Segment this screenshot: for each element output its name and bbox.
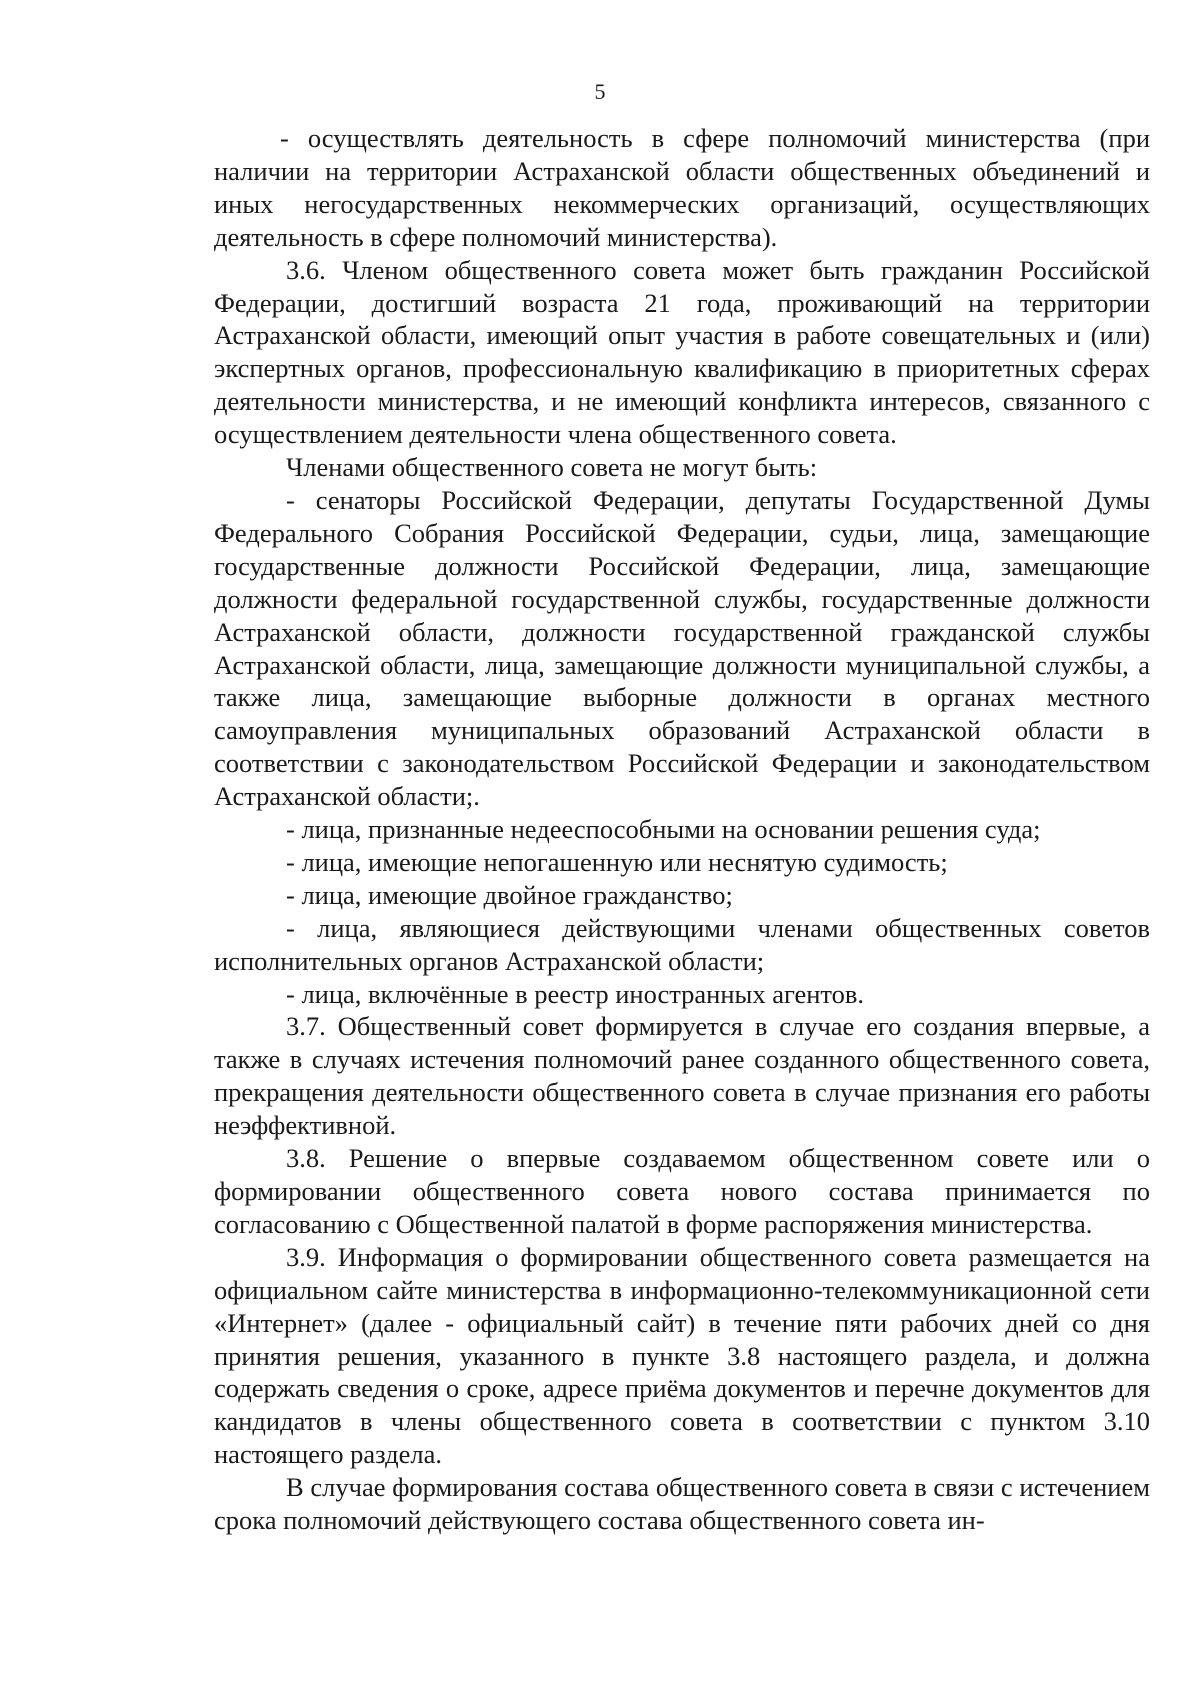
list-item-incapacitated: - лица, признанные недееспособными на основании решения суда; (286, 814, 1041, 845)
paragraph-activity-clause: - осуществлять деятельность в сфере полномочий министерства (при наличии на территории Астраханской области общественных объединений и иных негосударственных некоммерческих организаций, осуществляющих деятельность в сфере полномочий министерства). (214, 123, 1150, 252)
paragraph-3-8: 3.8. Решение о впервые создаваемом общественном совете или о формировании общественного совета нового состава принимается по согласованию с Общественной палатой в форме распоряжения министерства. (214, 1143, 1150, 1239)
paragraph-3-9: 3.9. Информация о формировании общественного совета размещается на официальном сайте министерства в информационно-телекоммуникационной сети «Интернет» (далее - официальный сайт) в течение пяти рабочих дней со дня принятия решения, указанного в пункте 3.8 настоящего раздела, и должна содержать сведения о сроке, адресе приёма документов и перечне документов для кандидатов в члены общественного совета в соответствии с пунктом 3.10 настоящего раздела. (214, 1241, 1150, 1470)
list-item-foreign-agents: - лица, включённые в реестр иностранных агентов. (286, 978, 865, 1009)
list-item-criminal-record: - лица, имеющие непогашенную или неснятую судимость; (286, 846, 948, 877)
paragraph-3-6: 3.6. Членом общественного совета может быть гражданин Российской Федерации, достигший возраста 21 года, проживающий на территории Астраханской области, имеющий опыт участия в работе совещательных и (или) экспертных органов, профессиональную квалификацию в приоритетных сферах деятельности министерства, и не имеющий конфликта интересов, связанного с осуществлением деятельности члена общественного совета. (214, 254, 1150, 450)
paragraph-3-7: 3.7. Общественный совет формируется в случае его создания впервые, а также в случаях истечения полномочий ранее созданного общественного совета, прекращения деятельности общественного совета в случае признания его работы неэффективной. (214, 1011, 1150, 1141)
page-number: 5 (594, 79, 606, 104)
list-item-senators: - сенаторы Российской Федерации, депутаты Государственной Думы Федерального Собрания Российской Федерации, судьи, лица, замещающие государственные должности Российской Федерации, лица, замещающие должности федеральной государственной службы, государственные должности Астраханской области, должности государственной гражданской службы Астраханской области, лица, замещающие должности муниципальной службы, а также лица, замещающие выборные должности в органах местного самоуправления муниципальных образований Астраханской области в соответствии с законодательством Российской Федерации и законодательством Астраханской области;. (214, 484, 1150, 812)
paragraph-term-expiry: В случае формирования состава общественного совета в связи с истечением срока полномочий действующего состава общественного совета ин- (214, 1472, 1150, 1536)
list-item-other-councils: - лица, являющиеся действующими членами общественных советов исполнительных органов Астраханской области; (214, 912, 1150, 976)
list-item-dual-citizenship: - лица, имеющие двойное гражданство; (286, 879, 733, 910)
paragraph-exclusions-intro: Членами общественного совета не могут быть: (286, 452, 818, 483)
document-body (214, 122, 1150, 1537)
